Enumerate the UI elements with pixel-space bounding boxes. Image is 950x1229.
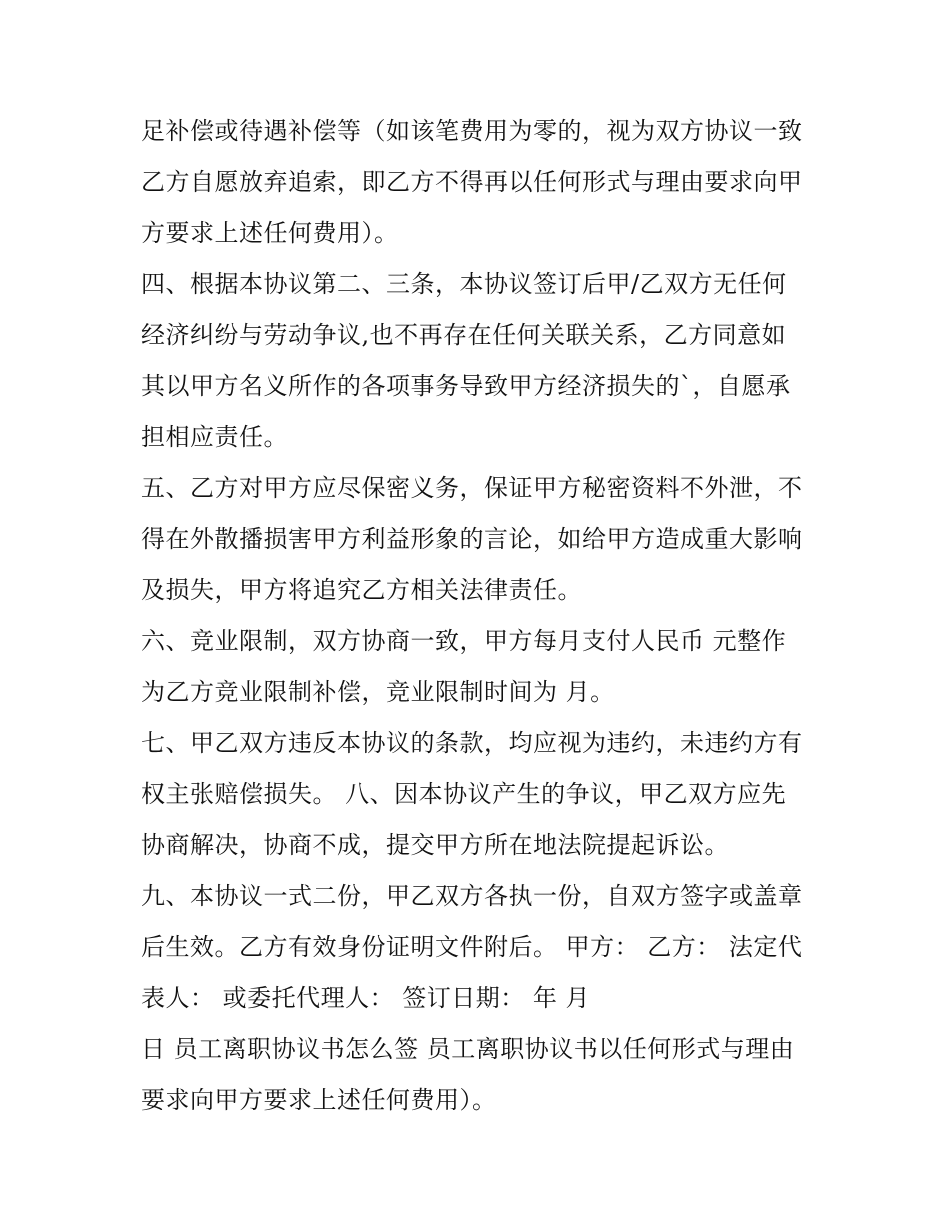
text-line-2: 乙方自愿放弃追索，即乙方不得再以任何形式与理由要求向甲 [141, 168, 803, 196]
text-line-10: 及损失，甲方将追究乙方相关法律责任。 [141, 576, 582, 604]
text-line-7: 担相应责任。 [141, 423, 288, 451]
text-line-11: 六、竞业限制，双方协商一致，甲方每月支付人民币 元整作 [141, 627, 787, 655]
text-line-8: 五、乙方对甲方应尽保密义务，保证甲方秘密资料不外泄，不 [141, 474, 803, 502]
text-line-4: 四、根据本协议第二、三条，本协议签订后甲/乙双方无任何 [141, 270, 787, 298]
text-line-20: 要求向甲方要求上述任何费用）。 [141, 1086, 497, 1114]
text-line-12: 为乙方竞业限制补偿，竞业限制时间为 月。 [141, 678, 615, 706]
agreement-body-text [141, 106, 821, 1126]
text-line-18: 表人： 或委托代理人： 签订日期： 年 月 [141, 984, 591, 1012]
text-line-14: 权主张赔偿损失。 八、因本协议产生的争议，甲乙双方应先 [141, 780, 787, 808]
text-line-3: 方要求上述任何费用）。 [141, 219, 399, 247]
text-line-1: 足补偿或待遇补偿等（如该笔费用为零的，视为双方协议一致 [141, 117, 803, 145]
text-line-13: 七、甲乙双方违反本协议的条款，均应视为违约，未违约方有 [141, 729, 803, 757]
text-line-6: 其以甲方名义所作的各项事务导致甲方经济损失的`，自愿承 [141, 372, 791, 400]
text-line-17: 后生效。乙方有效身份证明文件附后。 甲方： 乙方： 法定代 [141, 933, 803, 961]
text-line-15: 协商解决，协商不成，提交甲方所在地法院提起诉讼。 [141, 831, 729, 859]
text-line-16: 九、本协议一式二份，甲乙双方各执一份，自双方签字或盖章 [141, 882, 803, 910]
text-line-5: 经济纠纷与劳动争议,也不再存在任何关联关系，乙方同意如 [141, 321, 787, 349]
text-line-9: 得在外散播损害甲方利益形象的言论，如给甲方造成重大影响 [141, 525, 803, 553]
text-line-19: 日 员工离职协议书怎么签 员工离职协议书以任何形式与理由 [141, 1035, 795, 1063]
